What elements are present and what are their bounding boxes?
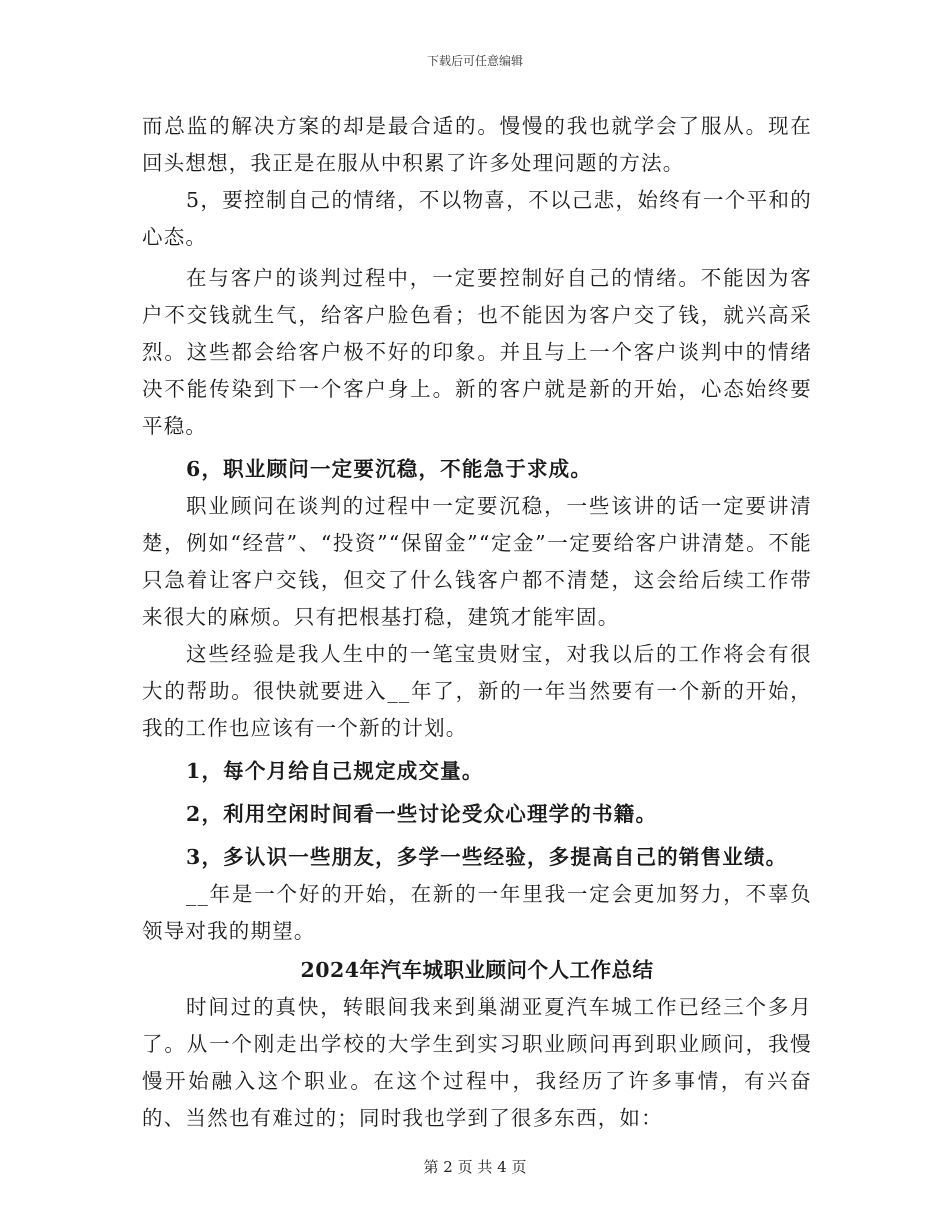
page-header: 下载后可任意编辑	[426, 54, 523, 68]
paragraph-new-year: __年是一个好的开始，在新的一年里我一定会更加努力，不辜负领导对我的期望。	[142, 882, 812, 943]
paragraph-intro: 时间过的真快，转眼间我来到巢湖亚夏汽车城工作已经三个多月了。从一个刚走出学校的大学生到实习职业顾问再到职业顾问，我慢慢开始融入这个职业。在这个过程中，我经历了许多事情，有兴奋的、当然也有难过的；同时我也学到了很多东西，如：	[142, 995, 812, 1130]
paragraph-point-5: 5，要控制自己的情绪，不以物喜，不以己悲，始终有一个平和的心态。	[142, 188, 812, 249]
page-footer: 第 2 页 共 4 页	[423, 1158, 527, 1176]
section-title: 2024年汽车城职业顾问个人工作总结	[300, 958, 654, 982]
paragraph-steady-advisor: 职业顾问在谈判的过程中一定要沉稳，一些该讲的话一定要讲清楚，例如“经营”、“投资”“保留金”“定金”一定要给客户讲清楚。不能只急着让客户交钱，但交了什么钱客户都不清楚，这会给后续工作带来很大的麻烦。只有把根基打稳，建筑才能牢固。	[142, 494, 812, 629]
plan-item-2: 2，利用空闲时间看一些讨论受众心理学的书籍。	[186, 802, 658, 826]
paragraph-point-6: 6，职业顾问一定要沉稳，不能急于求成。	[186, 457, 593, 481]
document-body	[142, 108, 812, 1137]
paragraph-emotion-control: 在与客户的谈判过程中，一定要控制好自己的情绪。不能因为客户不交钱就生气，给客户脸色看；也不能因为客户交了钱，就兴高采烈。这些都会给客户极不好的印象。并且与上一个客户谈判中的情绪决不能传染到下一个客户身上。新的客户就是新的开始，心态始终要平稳。	[142, 266, 812, 438]
paragraph-experience: 这些经验是我人生中的一笔宝贵财宝，对我以后的工作将会有很大的帮助。很快就要进入__年了，新的一年当然要有一个新的开始，我的工作也应该有一个新的计划。	[142, 642, 812, 740]
plan-item-1: 1，每个月给自己规定成交量。	[186, 759, 484, 783]
plan-item-3: 3，多认识一些朋友，多学一些经验，多提高自己的销售业绩。	[186, 845, 788, 869]
paragraph-continuation: 而总监的解决方案的却是最合适的。慢慢的我也就学会了服从。现在回头想想，我正是在服从中积累了许多处理问题的方法。	[142, 114, 812, 175]
